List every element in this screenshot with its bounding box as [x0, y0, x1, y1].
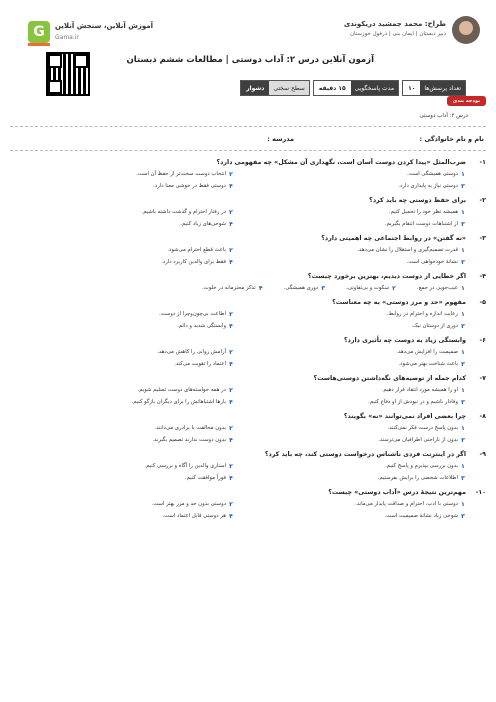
option-text: دوستی همیشگی است.	[406, 171, 458, 177]
option-text: هر دوستی قابل اعتماد است.	[162, 513, 226, 519]
answer-option[interactable]	[10, 358, 236, 370]
answer-option[interactable]	[242, 358, 468, 370]
answer-option[interactable]	[242, 180, 468, 192]
question-item	[10, 195, 486, 230]
question-header	[10, 373, 486, 384]
option-text: اعتماد را تقویت می‌کند.	[174, 361, 226, 367]
option-list	[10, 206, 486, 230]
option-text: شوخی زیاد نشانهٔ صمیمیت است.	[384, 513, 458, 519]
option-number: ۳	[461, 474, 465, 482]
question-header	[10, 411, 486, 422]
question-number: ۵-	[479, 299, 486, 306]
question-number: ۹-	[479, 451, 486, 458]
option-number: ۱	[461, 310, 465, 318]
question-number: ۷-	[479, 375, 486, 382]
answer-option[interactable]	[242, 384, 468, 396]
option-list	[10, 244, 486, 268]
exam-title: آزمون آنلاین درس ۲: آداب دوستی | مطالعات ششم دبستان	[126, 55, 374, 65]
answer-option[interactable]	[10, 308, 236, 320]
option-list	[10, 168, 486, 192]
answer-option[interactable]	[10, 168, 236, 180]
divider	[10, 150, 486, 151]
option-text: سکوت و بی‌تفاوتی.	[346, 285, 390, 291]
option-number: ۲	[229, 208, 233, 216]
option-number: ۳	[461, 436, 465, 444]
answer-option[interactable]	[346, 282, 399, 294]
site-logo-icon[interactable]: G	[28, 21, 50, 43]
option-number: ۴	[229, 398, 233, 406]
question-header	[10, 297, 486, 308]
option-text: دوستی با ادب، احترام و صداقت پایدار می‌ماند.	[355, 501, 458, 507]
answer-option[interactable]	[202, 282, 266, 294]
option-text: دوری از دوستان نیک.	[411, 323, 458, 329]
option-number: ۲	[229, 348, 233, 356]
option-list	[10, 308, 486, 332]
answer-option[interactable]	[242, 168, 468, 180]
question-number: ۱۰-	[475, 489, 486, 496]
option-number: ۳	[461, 182, 465, 190]
question-item	[10, 157, 486, 192]
option-text: رعایت اندازه و احترام در روابط.	[386, 311, 458, 317]
question-text: مهم‌ترین نتیجهٔ درس «آداب دوستی» چیست؟	[328, 489, 466, 496]
question-number: ۴-	[479, 273, 486, 280]
option-text: انتخاب دوست سخت‌تر از حفظ آن است.	[136, 171, 226, 177]
answer-option[interactable]	[242, 256, 468, 268]
option-number: ۴	[229, 322, 233, 330]
option-list	[10, 460, 486, 484]
option-number: ۳	[461, 220, 465, 228]
option-number: ۱	[461, 500, 465, 508]
option-number: ۲	[229, 462, 233, 470]
meta-question-count	[402, 80, 466, 96]
question-number: ۸-	[479, 413, 486, 420]
option-number: ۲	[229, 170, 233, 178]
exam-header	[10, 10, 486, 98]
option-number: ۲	[229, 246, 233, 254]
option-list	[10, 346, 486, 370]
option-number: ۱	[461, 284, 465, 292]
site-url[interactable]: Gama.ir	[55, 34, 79, 41]
question-number: ۲-	[479, 197, 486, 204]
answer-option[interactable]	[10, 244, 236, 256]
option-number: ۲	[229, 386, 233, 394]
answer-option[interactable]	[10, 422, 236, 434]
option-text: نشانهٔ خودخواهی است.	[406, 259, 458, 265]
option-number: ۱	[461, 424, 465, 432]
question-item	[10, 271, 486, 294]
question-header	[10, 271, 486, 282]
option-number: ۴	[229, 360, 233, 368]
section-badge: بودجه بندی	[447, 96, 486, 106]
question-text: ضرب‌المثل «پیدا کردن دوست آسان است، نگهداری آن مشکل» چه مفهومی دارد؟	[216, 159, 466, 166]
meta-value: ۱۵ دقیقه	[314, 81, 351, 95]
author-name: طراح: محمد جمشید دریکوندی	[343, 20, 446, 28]
question-header	[10, 449, 486, 460]
question-item	[10, 373, 486, 408]
question-item	[10, 487, 486, 522]
option-number: ۱	[461, 170, 465, 178]
option-number: ۲	[229, 500, 233, 508]
option-text: اطلاعات شخصی را برایش بفرستیم.	[377, 475, 458, 481]
question-text: کدام جمله از توصیه‌های نگه‌داشتن دوستی‌هاست؟	[313, 375, 466, 382]
answer-option[interactable]	[242, 472, 468, 484]
option-number: ۴	[229, 436, 233, 444]
option-number: ۳	[461, 322, 465, 330]
option-text: بارها اشتباهاتش را برای دیگران بازگو کنیم.	[131, 399, 226, 405]
answer-option[interactable]	[10, 320, 236, 332]
question-text: برای حفظ دوستی چه باید کرد؟	[369, 197, 466, 204]
qr-code-icon	[46, 52, 90, 96]
option-text: در همه خواسته‌های دوست تسلیم شویم.	[137, 387, 226, 393]
option-text: بدون پاسخ درست فکر نمی‌کنند.	[387, 425, 458, 431]
answer-option[interactable]	[10, 472, 236, 484]
answer-option[interactable]	[242, 308, 468, 320]
question-header	[10, 487, 486, 498]
option-text: دوستی نیاز به پایداری دارد.	[398, 183, 458, 189]
option-number: ۴	[229, 258, 233, 266]
question-text: مفهوم «حد و مرز دوستی» به چه معناست؟	[332, 299, 466, 306]
meta-value: دشوار	[241, 81, 269, 95]
option-list	[10, 498, 486, 522]
answer-option[interactable]	[242, 206, 468, 218]
option-number: ۴	[229, 220, 233, 228]
option-number: ۱	[461, 348, 465, 356]
question-text: وابستگی زیاد به دوست چه تأثیری دارد؟	[344, 337, 466, 344]
question-item	[10, 411, 486, 446]
answer-option[interactable]	[242, 498, 468, 510]
answer-option[interactable]	[10, 384, 236, 396]
option-number: ۲	[392, 284, 396, 292]
option-text: از اشتباهات دوست انتقام بگیریم.	[384, 221, 458, 227]
question-item	[10, 449, 486, 484]
answer-option[interactable]	[10, 510, 236, 522]
option-text: دوستی بدون حد و مرز بهتر است.	[151, 501, 226, 507]
option-number: ۳	[321, 284, 326, 292]
answer-option[interactable]	[10, 256, 236, 268]
option-number: ۳	[461, 512, 465, 520]
option-number: ۲	[229, 310, 233, 318]
option-text: صمیمیت را افزایش می‌دهد.	[396, 349, 458, 355]
question-number: ۱-	[479, 159, 486, 166]
option-text: باعث شناخت بهتر می‌شود.	[398, 361, 458, 367]
answer-option[interactable]	[10, 218, 236, 230]
divider	[10, 126, 486, 127]
option-number: ۴	[229, 512, 233, 520]
answer-option[interactable]	[242, 346, 468, 358]
option-number: ۳	[461, 360, 465, 368]
author-avatar	[452, 16, 480, 44]
answer-option[interactable]	[242, 396, 468, 408]
meta-duration	[313, 80, 399, 96]
answer-option[interactable]	[242, 510, 468, 522]
answer-option[interactable]	[10, 346, 236, 358]
option-number: ۴	[229, 474, 233, 482]
option-text: آرامش روانی را کاهش می‌دهد.	[157, 349, 226, 355]
answer-option[interactable]	[10, 396, 236, 408]
option-text: شوخی‌های زیاد کنیم.	[180, 221, 226, 227]
name-label: نام و نام خانوادگی :	[419, 135, 484, 143]
question-item	[10, 297, 486, 332]
question-number: ۳-	[479, 235, 486, 242]
answer-option[interactable]	[242, 434, 468, 446]
option-text: دوری همیشگی.	[283, 285, 319, 291]
meta-difficulty	[240, 80, 310, 96]
school-label: مدرسه :	[267, 135, 294, 143]
option-text: همیشه نظر خود را تحمیل کنیم.	[388, 209, 458, 215]
option-list	[10, 422, 486, 446]
question-text: «نه گفتن» در روابط اجتماعی چه اهمیتی دارد؟	[321, 235, 466, 242]
option-text: اطاعت بی‌چون‌وچرا از دوست.	[159, 311, 226, 317]
question-list	[10, 157, 486, 525]
option-text: وابستگی شدید و دائم.	[177, 323, 226, 329]
option-number: ۲	[229, 424, 233, 432]
option-text: اسناری والدین را آگاه و بررسی کنیم.	[144, 463, 226, 469]
answer-option[interactable]	[242, 460, 468, 472]
question-item	[10, 335, 486, 370]
option-number: ۴	[229, 182, 233, 190]
option-number: ۱	[461, 462, 465, 470]
answer-option[interactable]	[10, 180, 236, 192]
site-title: آموزش آنلاین، سنجش آنلاین	[55, 22, 154, 30]
question-text: اگر خطایی از دوست دیدیم، بهترین برخورد چیست؟	[307, 273, 466, 280]
option-number: ۱	[461, 246, 465, 254]
answer-option[interactable]	[10, 206, 236, 218]
option-text: بدون دوست ندارند تصمیم بگیرند.	[152, 437, 226, 443]
option-text: عیب‌جویی در جمع.	[417, 285, 458, 291]
question-header	[10, 195, 486, 206]
option-text: در رفتار احترام و گذشت داشته باشیم.	[141, 209, 226, 215]
option-text: بدون مخالفت با برادری می‌دانند.	[154, 425, 226, 431]
meta-key: مدت پاسخگویی	[351, 81, 398, 95]
meta-key: تعداد پرسش‌ها	[420, 81, 465, 95]
option-text: بدون از ناراحتی اطرافیان می‌ترسند.	[378, 437, 458, 443]
option-list	[10, 282, 486, 294]
lesson-title: درس ۲: آداب دوستی	[419, 113, 468, 119]
answer-option[interactable]	[10, 498, 236, 510]
option-text: قدرت تصمیم‌گیری و استقلال را نشان می‌دهد.	[357, 247, 458, 253]
option-number: ۳	[461, 258, 465, 266]
option-text: وفادار باشیم و در نبودش از او دفاع کنیم.	[368, 399, 458, 405]
question-header	[10, 157, 486, 168]
exam-meta	[240, 80, 466, 96]
answer-option[interactable]	[242, 320, 468, 332]
answer-option[interactable]	[242, 422, 468, 434]
option-text: فوراً موافقت کنیم.	[184, 475, 226, 481]
option-text: تذکر محترمانه در خلوت.	[202, 285, 256, 291]
option-number: ۳	[461, 398, 465, 406]
option-number: ۱	[461, 208, 465, 216]
answer-option[interactable]	[242, 244, 468, 256]
author-subtitle: دبیر دبستان | ایمان بنی | ذرفول خوزستان	[349, 31, 446, 37]
student-info-row	[10, 135, 484, 143]
question-text: چرا بعضی افراد نمی‌توانند «نه» بگویند؟	[343, 413, 466, 420]
answer-option[interactable]	[10, 434, 236, 446]
option-number: ۱	[461, 386, 465, 394]
question-header	[10, 335, 486, 346]
question-header	[10, 233, 486, 244]
option-text: دوستی فقط در خوشی معنا دارد.	[153, 183, 226, 189]
option-text: بدون بررسی بپذیرم و پاسخ کنیم.	[385, 463, 458, 469]
meta-value: ۱۰	[403, 81, 420, 95]
option-number: ۴	[258, 284, 263, 292]
answer-option[interactable]	[10, 460, 236, 472]
option-text: باعث قطع احترام می‌شود.	[167, 247, 226, 253]
option-text: او را همیشه مورد انتقاد قرار دهیم.	[381, 387, 458, 393]
logo-underline	[28, 43, 50, 46]
answer-option[interactable]	[417, 282, 468, 294]
question-number: ۶-	[479, 337, 486, 344]
meta-key: سطح سختی	[269, 81, 308, 95]
answer-option[interactable]	[242, 218, 468, 230]
option-list	[10, 384, 486, 408]
question-text: اگر در اینترنت فردی ناشناس درخواست دوستی کند، چه باید کرد؟	[264, 451, 466, 458]
question-item	[10, 233, 486, 268]
answer-option[interactable]	[284, 282, 329, 294]
option-text: فقط برای والدین کاربرد دارد.	[161, 259, 226, 265]
